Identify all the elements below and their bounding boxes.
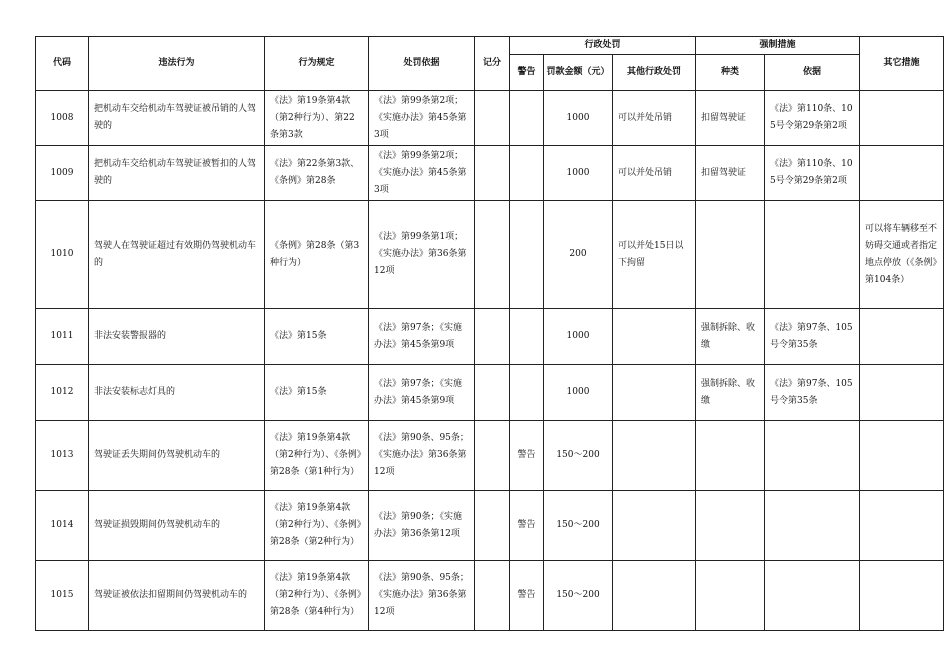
cell-enf-basis: 《法》第110条、105号令第29条第2项 [765,91,860,146]
table-row [36,365,944,421]
cell-points [475,201,510,309]
cell-enf-basis: 《法》第110条、105号令第29条第2项 [765,146,860,201]
cell-violation: 把机动车交给机动车驾驶证被吊销的人驾驶的 [89,91,265,146]
cell-fine: 1000 [544,146,613,201]
col-header-basis: 处罚依据 [369,37,475,91]
col-header-admin-penalty: 行政处罚 [510,37,696,55]
cell-other-admin: 可以并处吊销 [613,146,696,201]
cell-points [475,421,510,491]
table-row [36,421,944,491]
cell-enf-type: 强制拆除、收缴 [696,309,765,365]
cell-points [475,91,510,146]
cell-fine: 1000 [544,91,613,146]
cell-basis: 《法》第97条；《实施办法》第45条第9项 [369,365,475,421]
cell-violation: 非法安装警报器的 [89,309,265,365]
cell-violation: 驾驶证丢失期间仍驾驶机动车的 [89,421,265,491]
cell-code: 1010 [36,201,89,309]
cell-fine: 150～200 [544,491,613,561]
cell-other-measures [860,309,944,365]
cell-rule: 《法》第15条 [265,309,369,365]
cell-fine: 1000 [544,309,613,365]
cell-other-measures: 可以将车辆移至不妨碍交通或者指定地点停放（《条例》第104条） [860,201,944,309]
cell-other-admin [613,309,696,365]
col-header-violation: 违法行为 [89,37,265,91]
cell-other-measures [860,491,944,561]
cell-violation: 驾驶证损毁期间仍驾驶机动车的 [89,491,265,561]
col-header-other-admin: 其他行政处罚 [613,55,696,91]
cell-enf-type: 扣留驾驶证 [696,91,765,146]
col-header-rule: 行为规定 [265,37,369,91]
col-header-code: 代码 [36,37,89,91]
cell-enf-type [696,421,765,491]
header-row-1 [36,37,944,55]
cell-other-measures [860,561,944,631]
cell-enf-type [696,201,765,309]
cell-enf-type: 强制拆除、收缴 [696,365,765,421]
cell-rule: 《法》第22条第3款、《条例》第28条 [265,146,369,201]
cell-enf-basis: 《法》第97条、105号令第35条 [765,365,860,421]
cell-other-admin [613,421,696,491]
cell-enf-basis [765,421,860,491]
col-header-enf-type: 种类 [696,55,765,91]
cell-basis: 《法》第99条第2项；《实施办法》第45条第3项 [369,146,475,201]
col-header-other-measures: 其它措施 [860,37,944,91]
cell-warning [510,365,544,421]
col-header-enforcement: 强制措施 [696,37,860,55]
cell-other-measures [860,365,944,421]
col-header-points: 记分 [475,37,510,91]
cell-basis: 《法》第90条；《实施办法》第36条第12项 [369,491,475,561]
cell-warning [510,309,544,365]
cell-code: 1008 [36,91,89,146]
cell-basis: 《法》第99条第2项；《实施办法》第45条第3项 [369,91,475,146]
table-row [36,91,944,146]
cell-rule: 《法》第19条第4款（第2种行为）、《条例》第28条（第1种行为） [265,421,369,491]
cell-fine: 150～200 [544,561,613,631]
cell-other-admin [613,365,696,421]
cell-enf-type [696,491,765,561]
col-header-enf-basis: 依据 [765,55,860,91]
cell-points [475,309,510,365]
cell-other-admin: 可以并处15日以下拘留 [613,201,696,309]
table-row [36,201,944,309]
cell-enf-basis [765,201,860,309]
table-row [36,146,944,201]
cell-points [475,146,510,201]
cell-basis: 《法》第99条第1项；《实施办法》第36条第12项 [369,201,475,309]
cell-code: 1014 [36,491,89,561]
cell-rule: 《法》第15条 [265,365,369,421]
col-header-warning: 警告 [510,55,544,91]
cell-rule: 《法》第19条第4款（第2种行为）、第22条第3款 [265,91,369,146]
cell-rule: 《条例》第28条（第3种行为） [265,201,369,309]
cell-enf-basis [765,491,860,561]
cell-warning: 警告 [510,561,544,631]
cell-other-measures [860,91,944,146]
cell-enf-type: 扣留驾驶证 [696,146,765,201]
cell-fine: 1000 [544,365,613,421]
table-row [36,309,944,365]
penalty-table [35,36,944,631]
cell-code: 1011 [36,309,89,365]
penalty-table-page [35,36,943,631]
cell-violation: 驾驶证被依法扣留期间仍驾驶机动车的 [89,561,265,631]
cell-basis: 《法》第90条、95条；《实施办法》第36条第12项 [369,561,475,631]
cell-other-measures [860,146,944,201]
cell-other-measures [860,421,944,491]
table-row [36,491,944,561]
cell-basis: 《法》第90条、95条；《实施办法》第36条第12项 [369,421,475,491]
cell-points [475,491,510,561]
cell-code: 1012 [36,365,89,421]
cell-code: 1015 [36,561,89,631]
cell-enf-basis: 《法》第97条、105号令第35条 [765,309,860,365]
cell-violation: 非法安装标志灯具的 [89,365,265,421]
col-header-fine: 罚款金额（元） [544,55,613,91]
cell-other-admin: 可以并处吊销 [613,91,696,146]
cell-other-admin [613,561,696,631]
cell-points [475,561,510,631]
cell-warning: 警告 [510,421,544,491]
cell-warning [510,146,544,201]
cell-basis: 《法》第97条；《实施办法》第45条第9项 [369,309,475,365]
cell-warning [510,91,544,146]
cell-rule: 《法》第19条第4款（第2种行为）、《条例》第28条（第4种行为） [265,561,369,631]
cell-enf-type [696,561,765,631]
cell-violation: 把机动车交给机动车驾驶证被暂扣的人驾驶的 [89,146,265,201]
cell-enf-basis [765,561,860,631]
cell-rule: 《法》第19条第4款（第2种行为）、《条例》第28条（第2种行为） [265,491,369,561]
cell-points [475,365,510,421]
cell-code: 1013 [36,421,89,491]
cell-violation: 驾驶人在驾驶证超过有效期仍驾驶机动车的 [89,201,265,309]
cell-fine: 200 [544,201,613,309]
cell-warning: 警告 [510,491,544,561]
cell-fine: 150～200 [544,421,613,491]
table-row [36,561,944,631]
cell-other-admin [613,491,696,561]
cell-warning [510,201,544,309]
cell-code: 1009 [36,146,89,201]
